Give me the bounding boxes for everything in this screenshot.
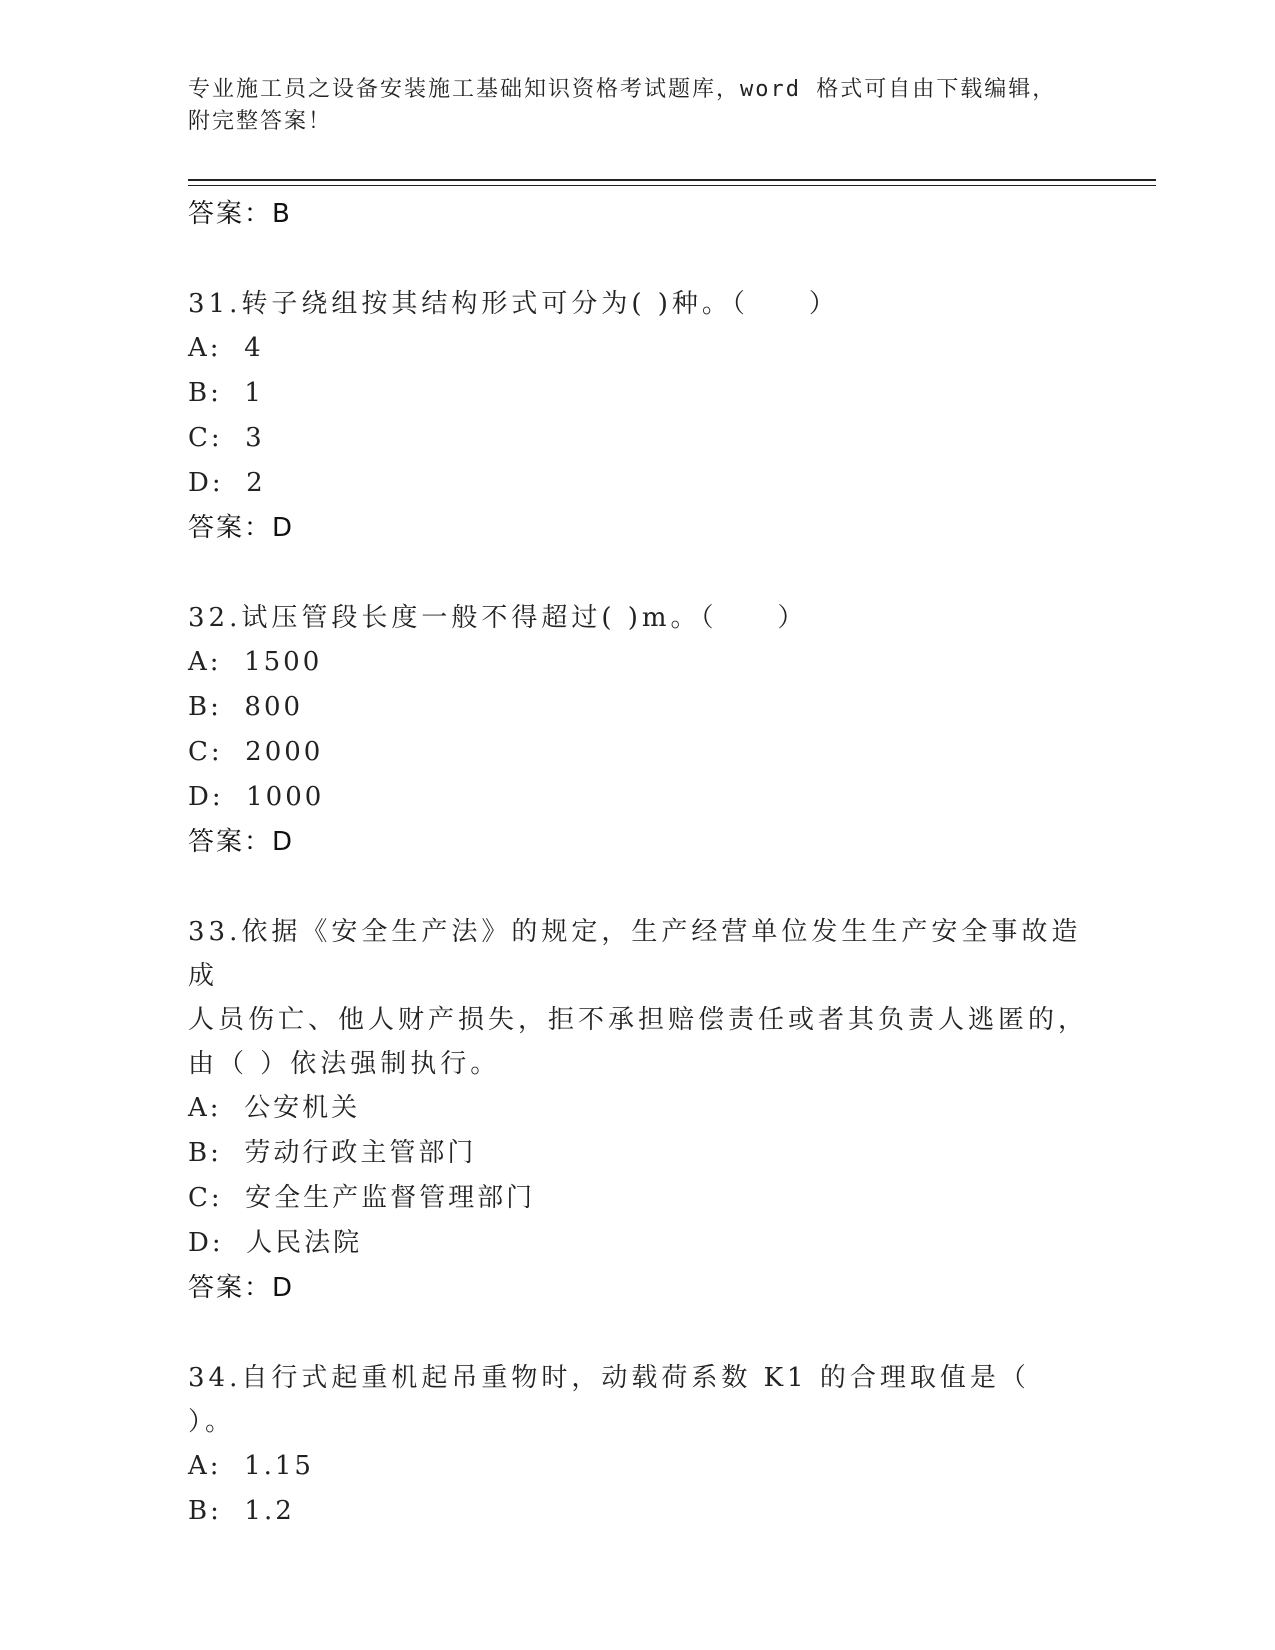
document-header [188,74,1088,138]
answer-line: 答案：D [188,1273,295,1303]
question-text: 32.试压管段长度一般不得超过( )m。（ ） [188,603,808,633]
question-text: 31.转子绕组按其结构形式可分为( )种。（ ） [188,289,839,319]
option-c: C: 2000 [188,737,324,767]
option-c: C: 3 [188,423,265,453]
option-b: B: 1 [188,378,264,408]
answer-line: 答案：D [188,513,295,543]
option-a: A: 1500 [188,647,323,677]
question-33 [188,910,1088,1310]
question-text: 34.自行式起重机起吊重物时，动载荷系数 K1 的合理取值是（ ）。 [188,1363,1030,1437]
question-text-line-3: 由（ ）依法强制执行。 [188,1049,501,1079]
option-a: A: 4 [188,333,264,363]
option-a: A: 公安机关 [188,1093,361,1123]
option-c: C: 安全生产监督管理部门 [188,1183,536,1213]
option-a: A: 1.15 [188,1451,314,1481]
question-text-line-1: 33.依据《安全生产法》的规定，生产经营单位发生生产安全事故造成 [188,917,1082,991]
header-line-1: 专业施工员之设备安装施工基础知识资格考试题库，word 格式可自由下载编辑， [188,77,1057,102]
option-d: D: 1000 [188,782,325,812]
question-text-line-2: 人员伤亡、他人财产损失，拒不承担赔偿责任或者其负责人逃匿的， [188,1005,1089,1035]
answer-line: 答案：B [188,199,292,229]
option-b: B: 劳动行政主管部门 [188,1138,477,1168]
header-line-2: 附完整答案！ [188,109,333,134]
header-rule-thick [188,179,1156,181]
option-b: B: 800 [188,692,304,722]
option-b: B: 1.2 [188,1496,295,1526]
header-rule-thin [188,185,1156,186]
question-32 [188,596,1088,864]
option-d: D: 人民法院 [188,1228,363,1258]
question-34 [188,1356,1088,1534]
option-d: D: 2 [188,468,266,498]
question-list [188,192,1088,1534]
question-31 [188,282,1088,550]
answer-line: 答案：D [188,827,295,857]
